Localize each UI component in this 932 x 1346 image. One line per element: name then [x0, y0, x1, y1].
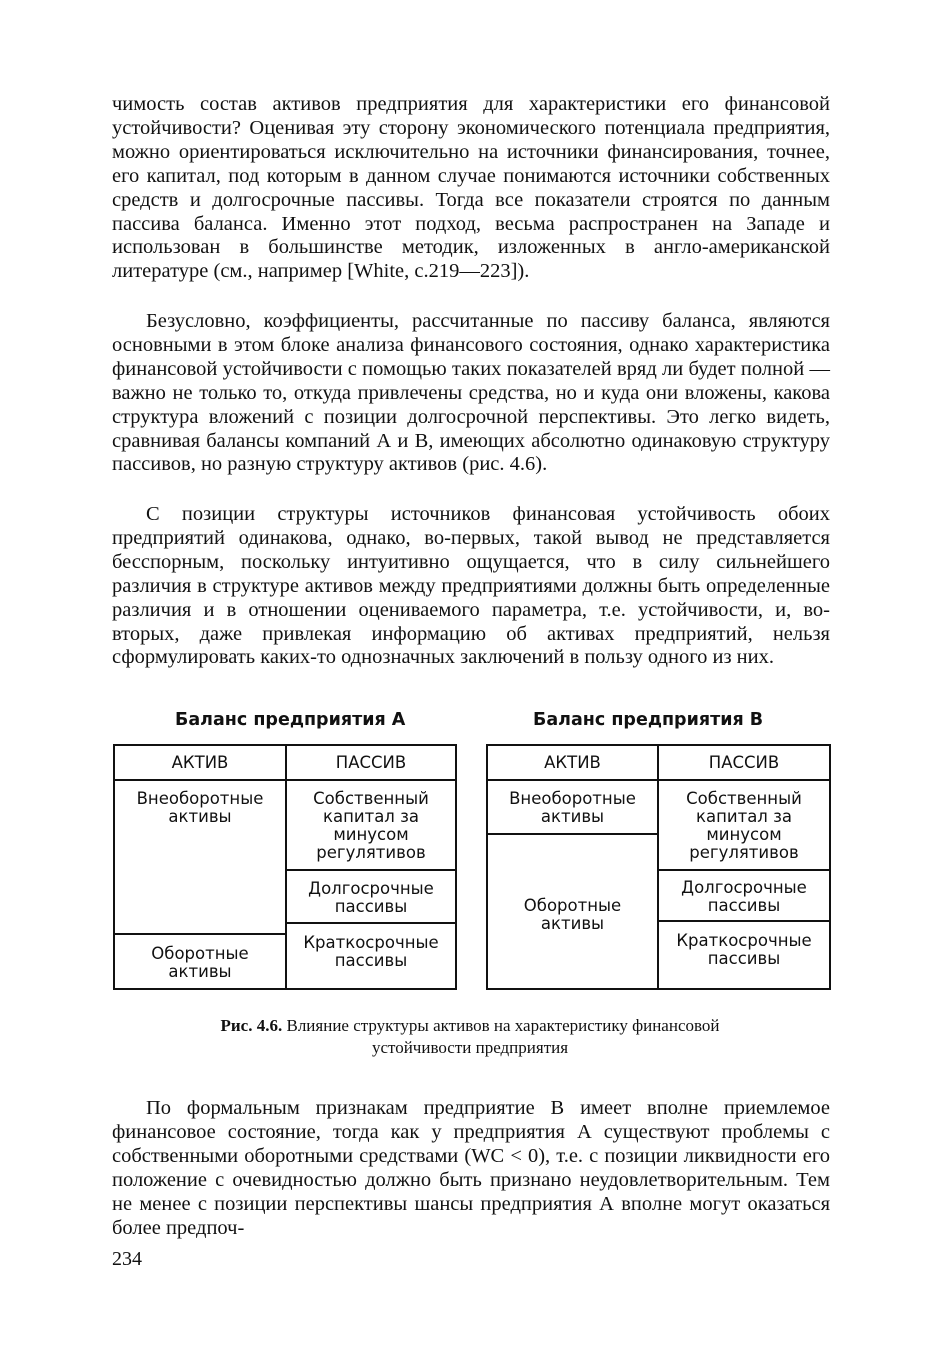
balance-b-liability-header: ПАССИВ [708, 752, 780, 772]
balance-b-title: Баланс предприятия В [533, 710, 764, 730]
balance-a-current-assets: Оборотные активы [151, 944, 249, 981]
paragraph-1: чимость состав активов предприятия для характеристики его финансовой устойчивости? Оценивая эту сторону экономического потенциала предприятия, можно ориентироваться исключительно на источники финансирования, точнее, его капитал, под которым в данном случае понимаются источники собственных средств и долгосрочные пассивы. Тогда все показатели строятся по данным пассива баланса. Именно этот подход, весьма распространен на Западе и использован в большинстве методик, изложенных в англо-американской литературе (см., например [White, с.219—223]). [112, 93, 830, 283]
paragraph-4: По формальным признакам предприятие В имеет вполне приемлемое финансовое состояние, тогда как у предприятия А существуют проблемы с собственными оборотными средствами (WC < 0), т.е. с позиции ликвидности его положение с очевидностью должно быть признано неудовлетворительным. Тем не менее с позиции перспективы шансы предприятия А вполне могут оказаться более предпоч- [112, 1097, 830, 1239]
figure-caption [200, 1015, 740, 1059]
balance-b-short-term: Краткосрочные пассивы [676, 931, 812, 968]
balance-a-table [113, 744, 457, 990]
balance-a-noncurrent-assets: Внеоборотные активы [136, 789, 264, 826]
balance-b-long-term: Долгосрочные пассивы [681, 878, 807, 915]
balance-b-current-assets: Оборотные активы [523, 896, 622, 933]
balance-a-equity: Собственный капитал за минусом регулятивов [313, 789, 429, 862]
paragraph-2: Безусловно, коэффициенты, рассчитанные по пассиву баланса, являются основными в этом блоке анализа финансового состояния, однако характеристика финансовой устойчивости с помощью таких показателей вряд ли будет полной — важно не только то, откуда привлечены средства, но и куда они вложены, какова структура вложений с позиции долгосрочной перспективы. Это легко видеть, сравнивая балансы компаний А и В, имеющих абсолютно одинаковую структуру пассивов, но разную структуру активов (рис. 4.6). [112, 310, 830, 476]
balance-a-asset-header: АКТИВ [171, 752, 229, 772]
balance-b-asset-header: АКТИВ [544, 752, 601, 772]
balance-a-long-term: Долгосрочные пассивы [308, 879, 434, 916]
balance-a-title: Баланс предприятия А [175, 710, 406, 730]
balance-b-table [486, 744, 831, 990]
page-number: 234 [112, 1248, 142, 1270]
balance-a-short-term: Краткосрочные пассивы [303, 933, 439, 970]
balance-a-liability-header: ПАССИВ [335, 752, 407, 772]
figure-caption-label: Рис. 4.6. [220, 1016, 283, 1035]
balance-b-noncurrent-assets: Внеоборотные активы [509, 789, 636, 826]
balance-b-equity: Собственный капитал за минусом регулятивов [686, 789, 802, 862]
figure-caption-text: Влияние структуры активов на характеристику финансовой устойчивости предприятия [286, 1016, 720, 1057]
paragraph-3: С позиции структуры источников финансовая устойчивость обоих предприятий одинакова, однако, во-первых, такой вывод не представляется бесспорным, поскольку интуитивно ощущается, что в силу сильнейшего различия в структуре активов между предприятиями должны быть определенные различия и в отношении оцениваемого параметра, т.е. устойчивости, и, во-вторых, даже привлекая информацию об активах предприятий, нельзя сформулировать каких-то однозначных заключений в пользу одного из них. [112, 503, 830, 669]
